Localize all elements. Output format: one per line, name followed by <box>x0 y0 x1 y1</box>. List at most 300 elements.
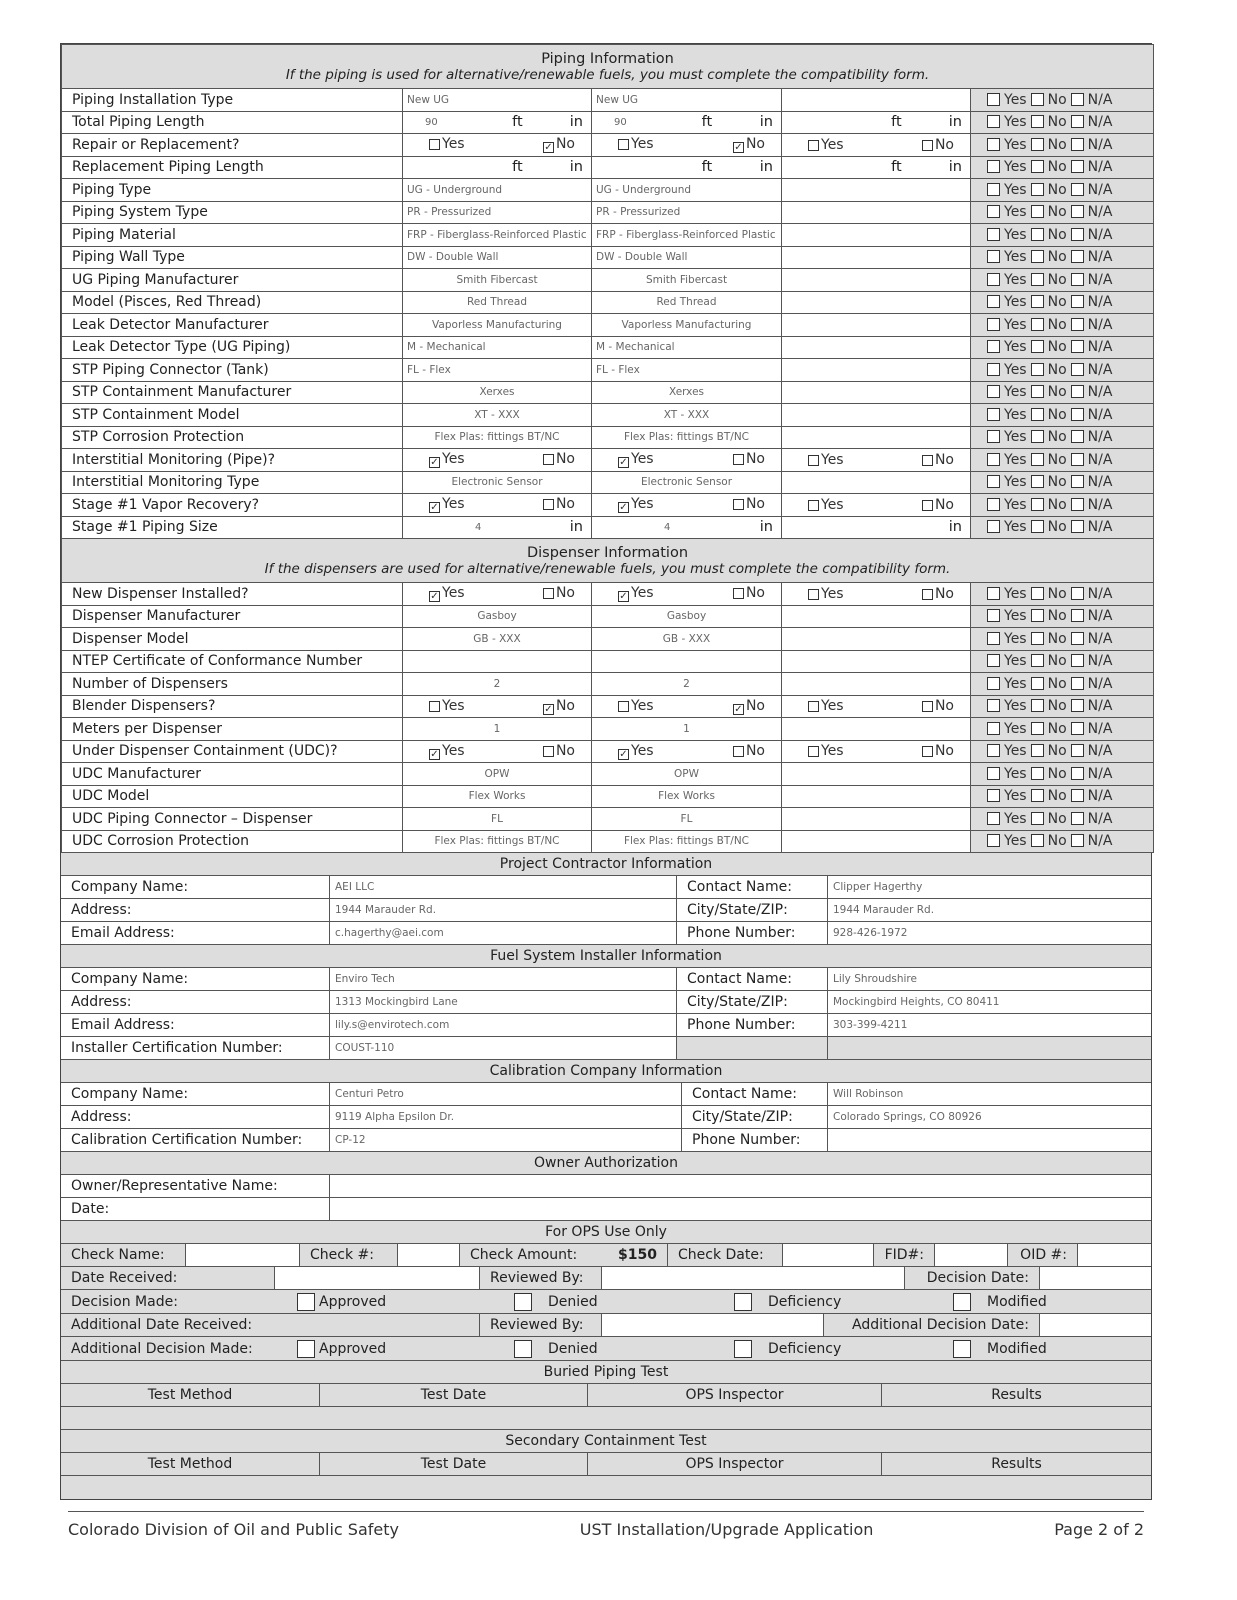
checkbox[interactable] <box>1031 138 1044 151</box>
yes-option[interactable] <box>808 137 844 153</box>
checkbox[interactable] <box>987 363 1000 376</box>
dispenser-value-field[interactable]: OPW <box>403 763 592 786</box>
checkbox[interactable] <box>733 588 744 599</box>
piping-value-field[interactable]: New UG <box>592 89 782 112</box>
checkbox[interactable] <box>1031 340 1044 353</box>
length-input[interactable] <box>592 114 781 130</box>
checkbox-checked[interactable]: ✓ <box>734 703 743 715</box>
yes-compat-option[interactable] <box>987 384 1027 400</box>
dispenser-value-field[interactable]: Flex Works <box>403 785 592 808</box>
no-compat-option[interactable] <box>1031 182 1067 198</box>
no-option[interactable] <box>922 497 954 513</box>
field-value[interactable] <box>828 1037 1151 1059</box>
field-value[interactable]: AEI LLC <box>330 876 677 898</box>
field-value[interactable]: Will Robinson <box>828 1083 1151 1105</box>
checkbox[interactable] <box>1031 587 1044 600</box>
dispenser-value-field[interactable]: Flex Plas: fittings BT/NC <box>592 830 782 853</box>
decision-option-approved[interactable] <box>287 1290 504 1313</box>
length-input[interactable] <box>403 519 591 535</box>
yes-compat-option[interactable] <box>987 272 1027 288</box>
fid-field[interactable] <box>935 1244 1008 1266</box>
checkbox[interactable] <box>987 138 1000 151</box>
yes-option[interactable] <box>429 743 465 760</box>
yes-option[interactable] <box>618 136 654 153</box>
piping-value-field[interactable]: DW - Double Wall <box>592 246 782 269</box>
piping-value-field[interactable]: FRP - Fiberglass-Reinforced Plastic <box>403 224 592 247</box>
na-compat-option[interactable] <box>1071 452 1113 468</box>
na-compat-option[interactable] <box>1071 519 1113 535</box>
decision-option-denied[interactable] <box>504 1337 724 1360</box>
checkbox[interactable] <box>987 767 1000 780</box>
checkbox-checked[interactable]: ✓ <box>430 748 439 760</box>
checkbox[interactable] <box>733 499 744 510</box>
checkbox[interactable] <box>1071 115 1084 128</box>
na-compat-option[interactable] <box>1071 721 1113 737</box>
checkbox[interactable] <box>1031 385 1044 398</box>
dispenser-value-field[interactable]: Flex Plas: fittings BT/NC <box>403 830 592 853</box>
na-compat-option[interactable] <box>1071 653 1113 669</box>
dispenser-value-field[interactable]: 2 <box>403 673 592 696</box>
no-compat-option[interactable] <box>1031 204 1067 220</box>
checkbox[interactable] <box>1071 498 1084 511</box>
na-compat-option[interactable] <box>1071 788 1113 804</box>
no-compat-option[interactable] <box>1031 653 1067 669</box>
checkbox[interactable] <box>922 589 933 600</box>
piping-value-field[interactable] <box>782 314 971 337</box>
dispenser-value-field[interactable] <box>592 650 782 673</box>
no-compat-option[interactable] <box>1031 631 1067 647</box>
piping-length-field[interactable] <box>403 516 592 539</box>
yes-compat-option[interactable] <box>987 676 1027 692</box>
na-compat-option[interactable] <box>1071 586 1113 602</box>
dispenser-value-field[interactable] <box>782 605 971 628</box>
no-compat-option[interactable] <box>1031 608 1067 624</box>
checkbox[interactable] <box>1071 812 1084 825</box>
no-option[interactable] <box>922 586 954 602</box>
yes-option[interactable] <box>618 743 654 760</box>
field-value[interactable]: 9119 Alpha Epsilon Dr. <box>330 1106 682 1128</box>
piping-value-field[interactable]: Flex Plas: fittings BT/NC <box>403 426 592 449</box>
field-value[interactable]: Lily Shroudshire <box>828 968 1151 990</box>
checkbox-checked[interactable]: ✓ <box>734 142 743 154</box>
checkbox[interactable] <box>1071 699 1084 712</box>
test-entry-row[interactable] <box>61 1407 1151 1430</box>
no-compat-option[interactable] <box>1031 272 1067 288</box>
checkbox[interactable] <box>987 205 1000 218</box>
no-option[interactable] <box>543 585 575 602</box>
na-compat-option[interactable] <box>1071 429 1113 445</box>
piping-length-field[interactable] <box>592 516 782 539</box>
yes-compat-option[interactable] <box>987 721 1027 737</box>
no-compat-option[interactable] <box>1031 676 1067 692</box>
checkbox-checked[interactable]: ✓ <box>544 703 553 715</box>
piping-value-field[interactable]: Vaporless Manufacturing <box>403 314 592 337</box>
no-compat-option[interactable] <box>1031 811 1067 827</box>
yes-compat-option[interactable] <box>987 182 1027 198</box>
decision-option-approved[interactable] <box>287 1337 504 1360</box>
piping-value-field[interactable] <box>782 359 971 382</box>
oid-field[interactable] <box>1078 1244 1151 1266</box>
field-value[interactable]: Enviro Tech <box>330 968 677 990</box>
checkbox[interactable] <box>987 520 1000 533</box>
checkbox[interactable] <box>1071 834 1084 847</box>
no-compat-option[interactable] <box>1031 698 1067 714</box>
checkbox[interactable] <box>922 746 933 757</box>
piping-length-field[interactable] <box>403 156 592 179</box>
na-compat-option[interactable] <box>1071 407 1113 423</box>
checkbox[interactable] <box>543 588 554 599</box>
checkbox-checked[interactable]: ✓ <box>619 591 628 603</box>
piping-value-field[interactable]: M - Mechanical <box>403 336 592 359</box>
no-option[interactable] <box>543 136 575 153</box>
checkbox[interactable] <box>1071 520 1084 533</box>
piping-value-field[interactable]: New UG <box>403 89 592 112</box>
yes-compat-option[interactable] <box>987 811 1027 827</box>
checkbox[interactable] <box>1031 812 1044 825</box>
checkbox[interactable] <box>808 746 819 757</box>
checkbox[interactable] <box>987 609 1000 622</box>
checkbox[interactable] <box>808 455 819 466</box>
checkbox[interactable] <box>733 454 744 465</box>
no-compat-option[interactable] <box>1031 407 1067 423</box>
na-compat-option[interactable] <box>1071 92 1113 108</box>
piping-value-field[interactable]: PR - Pressurized <box>403 201 592 224</box>
owner-name-field[interactable] <box>330 1175 1151 1197</box>
yes-compat-option[interactable] <box>987 631 1027 647</box>
checkbox-checked[interactable]: ✓ <box>544 142 553 154</box>
checkbox[interactable] <box>1071 340 1084 353</box>
additional-reviewed-by-field[interactable] <box>602 1314 824 1336</box>
na-compat-option[interactable] <box>1071 339 1113 355</box>
dispenser-value-field[interactable]: Gasboy <box>403 605 592 628</box>
yes-compat-option[interactable] <box>987 114 1027 130</box>
checkbox[interactable] <box>297 1340 315 1358</box>
no-compat-option[interactable] <box>1031 586 1067 602</box>
decision-date-field[interactable] <box>1040 1267 1151 1289</box>
checkbox[interactable] <box>987 430 1000 443</box>
dispenser-value-field[interactable]: 1 <box>403 718 592 741</box>
field-value[interactable]: CP-12 <box>330 1129 682 1151</box>
na-compat-option[interactable] <box>1071 384 1113 400</box>
check-number-field[interactable] <box>398 1244 460 1266</box>
checkbox[interactable] <box>429 701 440 712</box>
additional-decision-date-field[interactable] <box>1040 1314 1151 1336</box>
no-compat-option[interactable] <box>1031 497 1067 513</box>
checkbox[interactable] <box>987 318 1000 331</box>
checkbox[interactable] <box>987 722 1000 735</box>
checkbox[interactable] <box>987 273 1000 286</box>
piping-value-field[interactable]: Smith Fibercast <box>403 269 592 292</box>
checkbox[interactable] <box>543 746 554 757</box>
checkbox[interactable] <box>953 1340 971 1358</box>
field-value[interactable]: 1944 Marauder Rd. <box>330 899 677 921</box>
no-option[interactable] <box>922 452 954 468</box>
field-value[interactable]: 1313 Mockingbird Lane <box>330 991 677 1013</box>
checkbox[interactable] <box>1031 654 1044 667</box>
no-compat-option[interactable] <box>1031 339 1067 355</box>
no-compat-option[interactable] <box>1031 317 1067 333</box>
checkbox-checked[interactable]: ✓ <box>430 457 439 469</box>
checkbox[interactable] <box>1071 587 1084 600</box>
length-input[interactable] <box>782 519 970 535</box>
checkbox[interactable] <box>1031 183 1044 196</box>
yes-compat-option[interactable] <box>987 474 1027 490</box>
checkbox[interactable] <box>1071 744 1084 757</box>
yes-compat-option[interactable] <box>987 92 1027 108</box>
checkbox[interactable] <box>1071 722 1084 735</box>
checkbox[interactable] <box>1071 654 1084 667</box>
no-compat-option[interactable] <box>1031 92 1067 108</box>
checkbox[interactable] <box>987 677 1000 690</box>
piping-length-field[interactable] <box>592 111 782 134</box>
na-compat-option[interactable] <box>1071 317 1113 333</box>
piping-value-field[interactable]: Red Thread <box>403 291 592 314</box>
checkbox[interactable] <box>922 140 933 151</box>
checkbox[interactable] <box>987 789 1000 802</box>
na-compat-option[interactable] <box>1071 204 1113 220</box>
piping-value-field[interactable] <box>782 336 971 359</box>
checkbox[interactable] <box>922 701 933 712</box>
dispenser-value-field[interactable] <box>782 763 971 786</box>
piping-value-field[interactable]: Red Thread <box>592 291 782 314</box>
checkbox[interactable] <box>1031 520 1044 533</box>
checkbox[interactable] <box>987 632 1000 645</box>
checkbox[interactable] <box>987 160 1000 173</box>
no-compat-option[interactable] <box>1031 743 1067 759</box>
yes-compat-option[interactable] <box>987 294 1027 310</box>
no-compat-option[interactable] <box>1031 227 1067 243</box>
yes-compat-option[interactable] <box>987 227 1027 243</box>
decision-option-deficiency[interactable] <box>724 1290 943 1313</box>
na-compat-option[interactable] <box>1071 294 1113 310</box>
piping-value-field[interactable]: PR - Pressurized <box>592 201 782 224</box>
piping-value-field[interactable]: FL - Flex <box>403 359 592 382</box>
yes-compat-option[interactable] <box>987 362 1027 378</box>
checkbox[interactable] <box>987 744 1000 757</box>
piping-value-field[interactable]: Xerxes <box>403 381 592 404</box>
field-value[interactable]: Mockingbird Heights, CO 80411 <box>828 991 1151 1013</box>
no-compat-option[interactable] <box>1031 362 1067 378</box>
piping-value-field[interactable]: Xerxes <box>592 381 782 404</box>
yes-compat-option[interactable] <box>987 766 1027 782</box>
checkbox[interactable] <box>1071 138 1084 151</box>
yes-option[interactable] <box>808 698 844 714</box>
checkbox[interactable] <box>429 139 440 150</box>
checkbox[interactable] <box>1031 318 1044 331</box>
na-compat-option[interactable] <box>1071 182 1113 198</box>
na-compat-option[interactable] <box>1071 676 1113 692</box>
checkbox[interactable] <box>734 1340 752 1358</box>
checkbox[interactable] <box>1071 205 1084 218</box>
checkbox[interactable] <box>1031 205 1044 218</box>
checkbox[interactable] <box>1031 228 1044 241</box>
piping-length-field[interactable] <box>782 516 971 539</box>
na-compat-option[interactable] <box>1071 608 1113 624</box>
na-compat-option[interactable] <box>1071 114 1113 130</box>
no-option[interactable] <box>733 585 765 602</box>
yes-compat-option[interactable] <box>987 519 1027 535</box>
checkbox[interactable] <box>953 1293 971 1311</box>
checkbox[interactable] <box>1071 273 1084 286</box>
no-option[interactable] <box>543 451 575 468</box>
no-option[interactable] <box>543 496 575 513</box>
piping-value-field[interactable]: Flex Plas: fittings BT/NC <box>592 426 782 449</box>
yes-compat-option[interactable] <box>987 204 1027 220</box>
yes-compat-option[interactable] <box>987 608 1027 624</box>
piping-value-field[interactable] <box>782 224 971 247</box>
field-value[interactable] <box>828 1129 1151 1151</box>
checkbox[interactable] <box>1031 295 1044 308</box>
checkbox[interactable] <box>1071 632 1084 645</box>
yes-option[interactable] <box>808 452 844 468</box>
checkbox[interactable] <box>1071 385 1084 398</box>
owner-date-field[interactable] <box>330 1198 1151 1220</box>
dispenser-value-field[interactable]: 2 <box>592 673 782 696</box>
dispenser-value-field[interactable] <box>782 718 971 741</box>
piping-value-field[interactable]: Electronic Sensor <box>592 471 782 494</box>
yes-option[interactable] <box>618 496 654 513</box>
checkbox[interactable] <box>618 139 629 150</box>
checkbox[interactable] <box>734 1293 752 1311</box>
checkbox[interactable] <box>987 228 1000 241</box>
no-compat-option[interactable] <box>1031 833 1067 849</box>
na-compat-option[interactable] <box>1071 497 1113 513</box>
dispenser-value-field[interactable] <box>782 830 971 853</box>
field-value[interactable]: 303-399-4211 <box>828 1014 1151 1036</box>
checkbox[interactable] <box>1031 722 1044 735</box>
na-compat-option[interactable] <box>1071 766 1113 782</box>
checkbox[interactable] <box>733 746 744 757</box>
checkbox[interactable] <box>1031 408 1044 421</box>
na-compat-option[interactable] <box>1071 227 1113 243</box>
checkbox[interactable] <box>987 654 1000 667</box>
yes-compat-option[interactable] <box>987 339 1027 355</box>
checkbox[interactable] <box>514 1340 532 1358</box>
reviewed-by-field[interactable] <box>602 1267 905 1289</box>
na-compat-option[interactable] <box>1071 159 1113 175</box>
no-compat-option[interactable] <box>1031 137 1067 153</box>
checkbox[interactable] <box>987 340 1000 353</box>
field-value[interactable]: c.hagerthy@aei.com <box>330 922 677 944</box>
na-compat-option[interactable] <box>1071 743 1113 759</box>
piping-value-field[interactable] <box>782 291 971 314</box>
no-option[interactable] <box>922 698 954 714</box>
yes-compat-option[interactable] <box>987 249 1027 265</box>
checkbox[interactable] <box>618 701 629 712</box>
no-compat-option[interactable] <box>1031 384 1067 400</box>
field-value[interactable]: Centuri Petro <box>330 1083 682 1105</box>
checkbox[interactable] <box>1031 789 1044 802</box>
dispenser-value-field[interactable]: GB - XXX <box>592 628 782 651</box>
checkbox[interactable] <box>922 455 933 466</box>
no-option[interactable] <box>733 698 765 715</box>
checkbox[interactable] <box>808 140 819 151</box>
na-compat-option[interactable] <box>1071 474 1113 490</box>
checkbox[interactable] <box>987 587 1000 600</box>
no-option[interactable] <box>543 698 575 715</box>
piping-value-field[interactable] <box>782 471 971 494</box>
checkbox-checked[interactable]: ✓ <box>430 591 439 603</box>
yes-option[interactable] <box>618 698 654 715</box>
checkbox[interactable] <box>514 1293 532 1311</box>
length-input[interactable] <box>592 159 781 175</box>
checkbox[interactable] <box>1031 475 1044 488</box>
length-input[interactable] <box>782 159 970 175</box>
yes-compat-option[interactable] <box>987 429 1027 445</box>
no-option[interactable] <box>733 743 765 760</box>
checkbox[interactable] <box>1031 498 1044 511</box>
no-compat-option[interactable] <box>1031 114 1067 130</box>
no-option[interactable] <box>922 137 954 153</box>
checkbox[interactable] <box>987 250 1000 263</box>
piping-value-field[interactable]: XT - XXX <box>403 404 592 427</box>
checkbox[interactable] <box>987 812 1000 825</box>
yes-compat-option[interactable] <box>987 788 1027 804</box>
length-input[interactable] <box>403 159 591 175</box>
no-compat-option[interactable] <box>1031 519 1067 535</box>
checkbox[interactable] <box>1071 363 1084 376</box>
checkbox[interactable] <box>1031 115 1044 128</box>
piping-value-field[interactable]: FRP - Fiberglass-Reinforced Plastic <box>592 224 782 247</box>
checkbox[interactable] <box>987 385 1000 398</box>
yes-option[interactable] <box>808 497 844 513</box>
checkbox[interactable] <box>1071 408 1084 421</box>
na-compat-option[interactable] <box>1071 698 1113 714</box>
no-compat-option[interactable] <box>1031 721 1067 737</box>
piping-length-field[interactable] <box>592 156 782 179</box>
yes-option[interactable] <box>618 451 654 468</box>
piping-value-field[interactable] <box>782 269 971 292</box>
no-option[interactable] <box>733 496 765 513</box>
check-name-field[interactable] <box>186 1244 300 1266</box>
yes-compat-option[interactable] <box>987 497 1027 513</box>
checkbox[interactable] <box>297 1293 315 1311</box>
checkbox[interactable] <box>1071 183 1084 196</box>
checkbox[interactable] <box>987 498 1000 511</box>
yes-option[interactable] <box>618 585 654 602</box>
dispenser-value-field[interactable] <box>782 650 971 673</box>
piping-value-field[interactable]: Vaporless Manufacturing <box>592 314 782 337</box>
field-value[interactable]: 928-426-1972 <box>828 922 1151 944</box>
piping-length-field[interactable] <box>782 156 971 179</box>
decision-option-modified[interactable] <box>943 1337 1151 1360</box>
field-value[interactable]: Colorado Springs, CO 80926 <box>828 1106 1151 1128</box>
dispenser-value-field[interactable]: 1 <box>592 718 782 741</box>
checkbox[interactable] <box>1071 318 1084 331</box>
checkbox[interactable] <box>1031 160 1044 173</box>
decision-option-denied[interactable] <box>504 1290 724 1313</box>
no-compat-option[interactable] <box>1031 766 1067 782</box>
yes-compat-option[interactable] <box>987 137 1027 153</box>
checkbox[interactable] <box>987 93 1000 106</box>
checkbox[interactable] <box>1071 475 1084 488</box>
yes-compat-option[interactable] <box>987 586 1027 602</box>
no-compat-option[interactable] <box>1031 294 1067 310</box>
field-value[interactable]: COUST-110 <box>330 1037 677 1059</box>
checkbox[interactable] <box>1031 767 1044 780</box>
checkbox[interactable] <box>987 295 1000 308</box>
piping-value-field[interactable]: XT - XXX <box>592 404 782 427</box>
yes-option[interactable] <box>429 136 465 153</box>
na-compat-option[interactable] <box>1071 631 1113 647</box>
piping-value-field[interactable]: DW - Double Wall <box>403 246 592 269</box>
yes-compat-option[interactable] <box>987 653 1027 669</box>
piping-value-field[interactable]: UG - Underground <box>403 179 592 202</box>
checkbox[interactable] <box>1031 430 1044 443</box>
checkbox[interactable] <box>1071 609 1084 622</box>
no-compat-option[interactable] <box>1031 429 1067 445</box>
na-compat-option[interactable] <box>1071 362 1113 378</box>
